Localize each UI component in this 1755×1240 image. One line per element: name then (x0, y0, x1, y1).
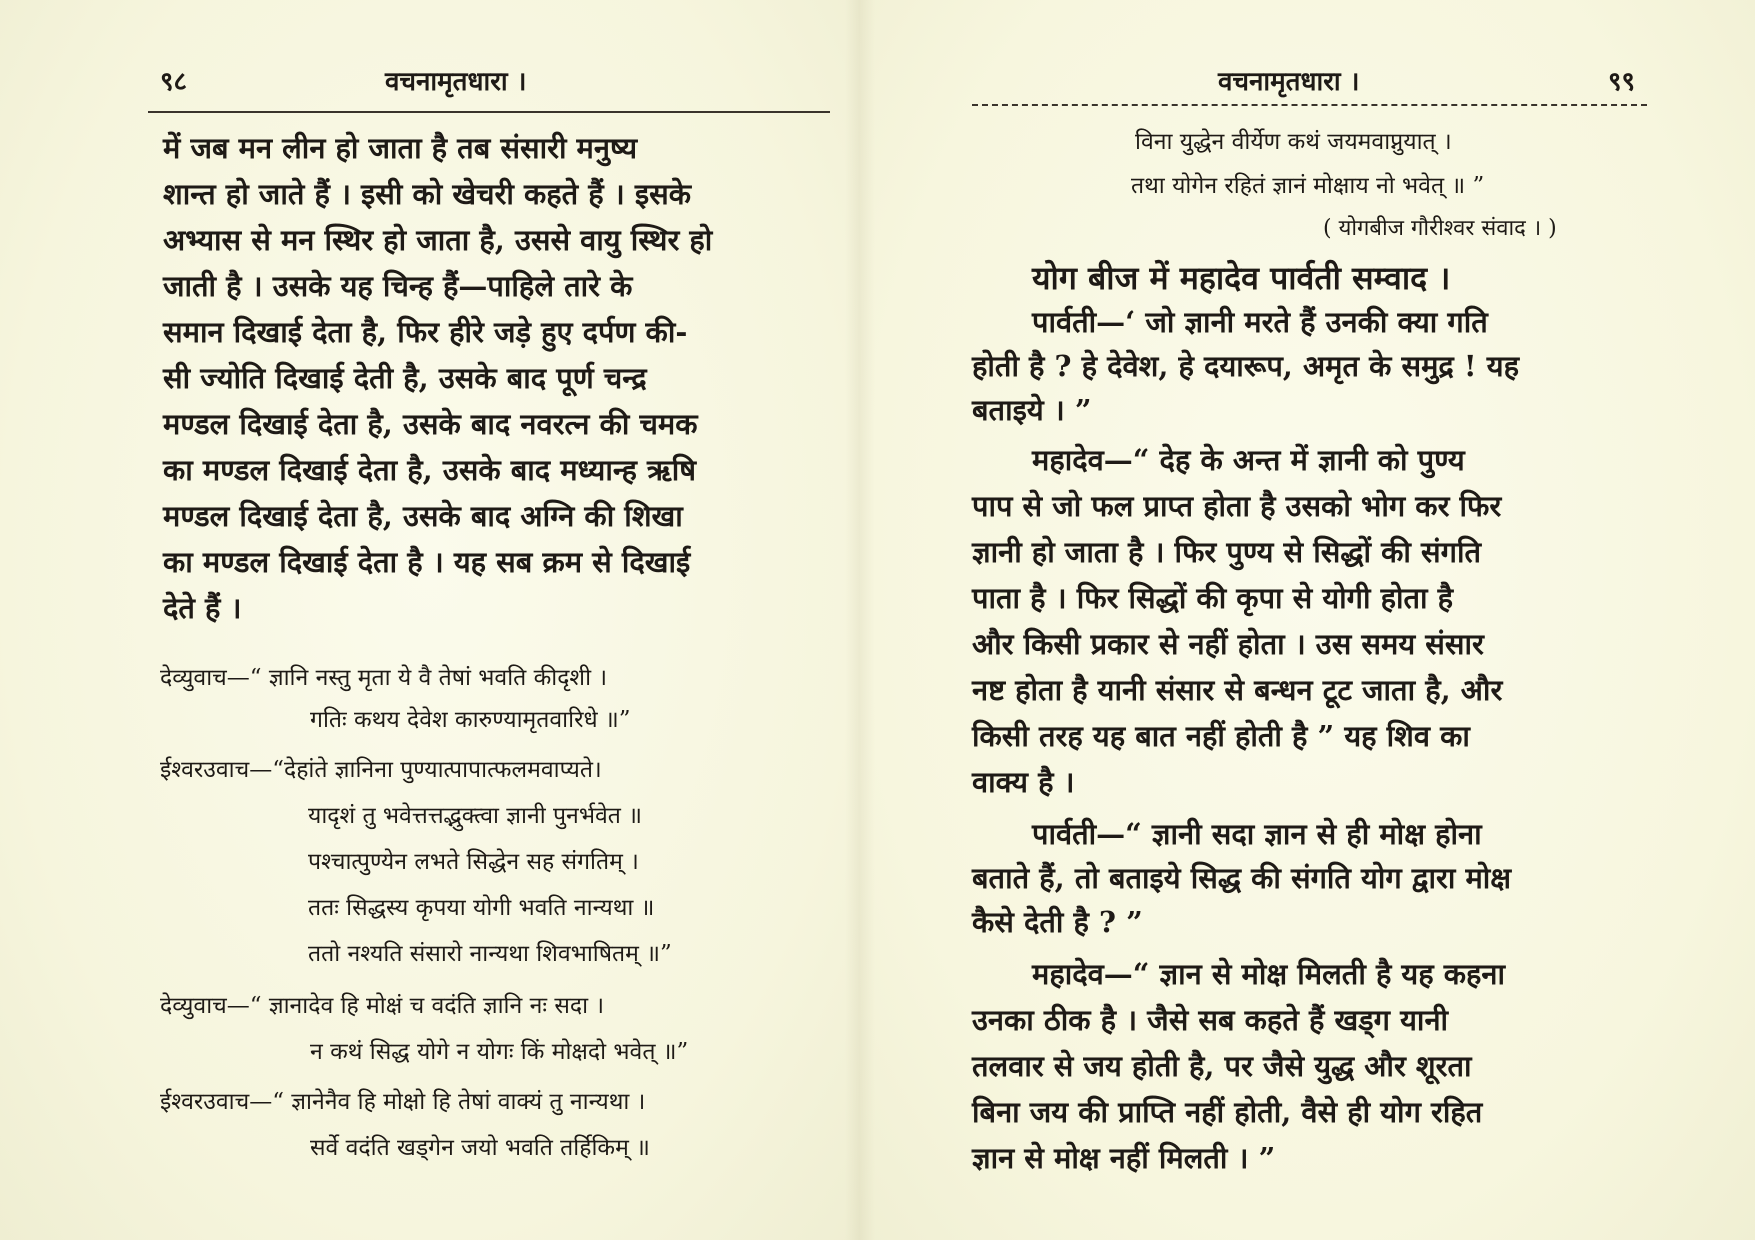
right-page-number: ९९ (1608, 67, 1636, 97)
left-running-title: वचनामृतधारा । (385, 67, 527, 97)
right-prose-line: बताते हैं, तो बताइये सिद्ध की संगति योग द्वारा मोक्ष (972, 861, 1512, 895)
right-prose-line: पाता है । फिर सिद्धों की कृपा से योगी होता है (972, 581, 1454, 615)
left-verse-line: गतिः कथय देवेश कारुण्यामृतवारिधे ॥” (310, 707, 631, 733)
right-prose-line: किसी तरह यह बात नहीं होती है ” यह शिव का (972, 719, 1470, 753)
left-verse-line: देव्युवाच—“ ज्ञानादेव हि मोक्षं च वदंति ज्ञानि नः सदा । (160, 993, 605, 1019)
right-prose-line: कैसे देती है ? ” (972, 905, 1143, 939)
right-page (860, 0, 1755, 1240)
right-prose-line: नष्ट होता है यानी संसार से बन्धन टूट जाता है, और (972, 673, 1503, 707)
section-heading: योग बीज में महादेव पार्वती सम्वाद । (1032, 259, 1451, 297)
left-verse-line: ईश्वरउवाच—“देहांते ज्ञानिना पुण्यात्पापात्फलमवाप्यते। (160, 757, 602, 783)
left-prose-line: शान्त हो जाते हैं । इसी को खेचरी कहते हैं । इसके (163, 177, 691, 211)
left-prose-line: जाती है । उसके यह चिन्ह हैं—पाहिले तारे के (163, 269, 633, 303)
left-prose-line: अभ्यास से मन स्थिर हो जाता है, उससे वायु स्थिर हो (163, 223, 713, 257)
book-gutter (845, 0, 875, 1240)
right-header-rule (972, 104, 1647, 106)
left-prose-line: का मण्डल दिखाई देता है, उसके बाद मध्यान्ह ऋषि (163, 453, 697, 487)
left-prose-line: में जब मन लीन हो जाता है तब संसारी मनुष्य (163, 131, 638, 165)
left-verse-line: पश्चात्पुण्येन लभते सिद्धेन सह संगतिम् । (308, 849, 639, 875)
right-prose-line: और किसी प्रकार से नहीं होता । उस समय संसार (972, 627, 1484, 661)
right-prose-line: बिना जय की प्राप्ति नहीं होती, वैसे ही योग रहित (972, 1095, 1483, 1129)
left-verse-line: सर्वे वदंति खड्गेन जयो भवति तर्हिकिम् ॥ (310, 1135, 650, 1161)
left-page (0, 0, 860, 1240)
right-prose-line: महादेव—“ देह के अन्त में ज्ञानी को पुण्य (1032, 443, 1465, 477)
left-verse-line: ईश्वरउवाच—“ ज्ञानेनैव हि मोक्षो हि तेषां वाक्यं तु नान्यथा । (160, 1089, 646, 1115)
right-citation: ( योगबीज गौरीश्वर संवाद । ) (1323, 216, 1557, 241)
right-prose-line: पार्वती—‘ जो ज्ञानी मरते हैं उनकी क्या गति (1032, 305, 1488, 339)
left-verse-line: यादृशं तु भवेत्तत्तद्भुक्त्वा ज्ञानी पुनर्भवेत ॥ (308, 803, 642, 829)
right-prose-line: वाक्य है । (972, 765, 1075, 799)
left-page-number: ९८ (160, 67, 188, 97)
left-prose-line: देते हैं । (163, 591, 242, 625)
right-prose-line: महादेव—“ ज्ञान से मोक्ष मिलती है यह कहना (1032, 957, 1506, 991)
right-verse-line: विना युद्धेन वीर्येण कथं जयमवाप्नुयात् । (1135, 129, 1452, 155)
right-prose-line: उनका ठीक है । जैसे सब कहते हैं खड्ग यानी (972, 1003, 1449, 1037)
left-prose-line: का मण्डल दिखाई देता है । यह सब क्रम से दिखाई (163, 545, 691, 579)
left-prose-line: मण्डल दिखाई देता है, उसके बाद नवरत्न की चमक (163, 407, 698, 441)
right-prose-line: बताइये । ” (972, 393, 1092, 427)
left-verse-line: देव्युवाच—“ ज्ञानि नस्तु मृता ये वै तेषां भवति कीदृशी । (160, 665, 608, 691)
right-prose-line: होती है ? हे देवेश, हे दयारूप, अमृत के समुद्र ! यह (972, 349, 1519, 383)
right-prose-line: ज्ञान से मोक्ष नहीं मिलती । ” (972, 1141, 1276, 1175)
right-prose-line: ज्ञानी हो जाता है । फिर पुण्य से सिद्धों की संगति (972, 535, 1481, 569)
right-verse-line: तथा योगेन रहितं ज्ञानं मोक्षाय नो भवेत् ॥ ” (1131, 173, 1485, 199)
right-prose-line: पाप से जो फल प्राप्त होता है उसको भोग कर फिर (972, 489, 1502, 523)
left-prose-line: सी ज्योति दिखाई देती है, उसके बाद पूर्ण चन्द्र (163, 361, 647, 395)
right-prose-line: पार्वती—“ ज्ञानी सदा ज्ञान से ही मोक्ष होना (1032, 817, 1482, 851)
right-running-title: वचनामृतधारा । (1218, 67, 1360, 97)
left-prose-line: समान दिखाई देता है, फिर हीरे जड़े हुए दर्पण की- (163, 315, 688, 349)
left-verse-line: ततो नश्यति संसारो नान्यथा शिवभाषितम् ॥” (308, 941, 672, 967)
right-prose-line: तलवार से जय होती है, पर जैसे युद्ध और शूरता (972, 1049, 1472, 1083)
left-verse-line: ततः सिद्धस्य कृपया योगी भवति नान्यथा ॥ (308, 895, 655, 921)
left-verse-line: न कथं सिद्ध योगे न योगः किं मोक्षदो भवेत् ॥” (310, 1039, 689, 1065)
left-prose-line: मण्डल दिखाई देता है, उसके बाद अग्नि की शिखा (163, 499, 683, 533)
left-header-rule (148, 111, 830, 113)
